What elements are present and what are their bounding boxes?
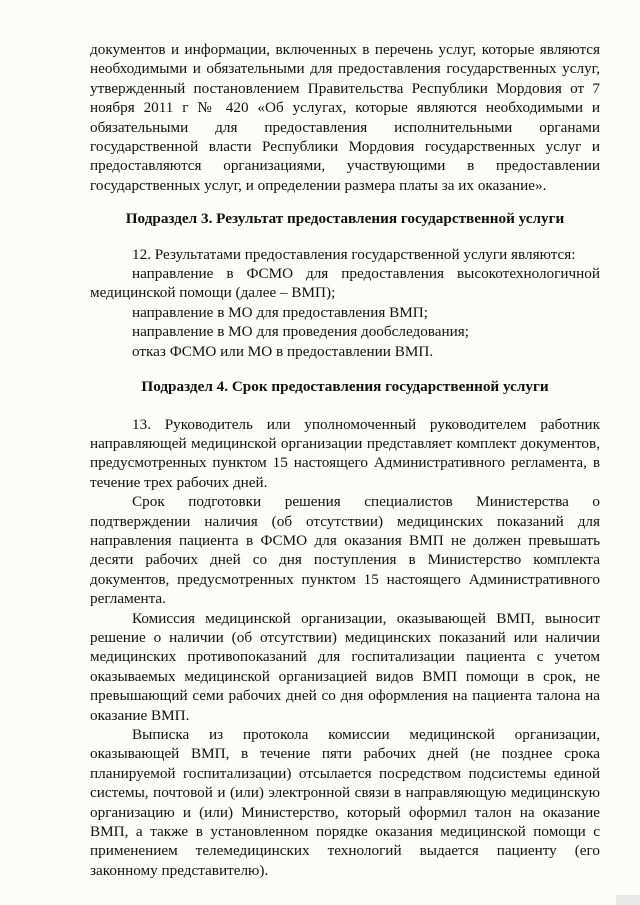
section-4-heading: Подраздел 4. Срок предоставления государственной услуги: [141, 378, 549, 396]
result-item-2: направление в МО для предоставления ВМП;: [132, 303, 428, 321]
intro-block: [90, 40, 600, 195]
result-item-4: отказ ФСМО или МО в предоставлении ВМП.: [132, 342, 434, 360]
section-4-paragraph-2: Срок подготовки решения специалистов Министерства о подтверждении наличия (об отсутствии) медицинских показаний для направления пациента в ФСМО для оказания ВМП не должен превышать десяти рабочих дней со дня поступления в Министерство комплекта документов, предусмотренных пунктом 15 настоящего Административного регламента.: [90, 493, 600, 608]
intro-paragraph: документов и информации, включенных в перечень услуг, которые являются необходимыми и обязательными для предоставления государственных услуг, утвержденный постановлением Правительства Республики Мордовия от 7 ноября 2011 г № 420 «Об услугах, которые являются необходимыми и обязательными для предоставления исполнительными органами государственной власти Республики Мордовия государственных услуг и предоставляются организациями, участвующими в предоставлении государственных услуг, и определении размера платы за их оказание».: [90, 41, 600, 194]
section-4-paragraph-4: Выписка из протокола комиссии медицинской организации, оказывающей ВМП, в течение пяти рабочих дней (не позднее срока планируемой госпитализации) отсылается посредством подсистемы единой системы, почтовой и (или) электронной связи в направляющую медицинскую организацию и (или) Министерство, который оформил талон на оказание ВМП, а также в установленном порядке оказания медицинской помощи с применением телемедицинских технологий выдается пациенту (его законному представителю).: [90, 726, 600, 879]
section-4-paragraph-3: Комиссия медицинской организации, оказывающей ВМП, выносит решение о наличии (об отсутствии) медицинских показаний или наличии медицинских противопоказаний для госпитализации пациента с учетом оказываемых медицинской организацией видов ВМП помощи в срок, не превышающий семи рабочих дней со дня оформления на пациента талона на оказание ВМП.: [90, 609, 600, 724]
scan-edge-mark: [616, 895, 640, 905]
section-3-body: [90, 245, 600, 361]
section-3-lead: 12. Результатами предоставления государственной услуги являются:: [132, 245, 576, 263]
result-item-3: направление в МО для проведения дообследования;: [132, 323, 469, 341]
section-4-paragraph-1: 13. Руководитель или уполномоченный руководителем работник направляющей медицинской организации представляет комплект документов, предусмотренных пунктом 15 настоящего Административного регламента, в течение трех рабочих дней.: [90, 415, 600, 491]
section-3-heading: Подраздел 3. Результат предоставления государственной услуги: [125, 210, 565, 228]
result-item-1: направление в ФСМО для предоставления высокотехнологичной медицинской помощи (далее – ВМП);: [90, 265, 600, 302]
section-4-body: [90, 415, 600, 881]
